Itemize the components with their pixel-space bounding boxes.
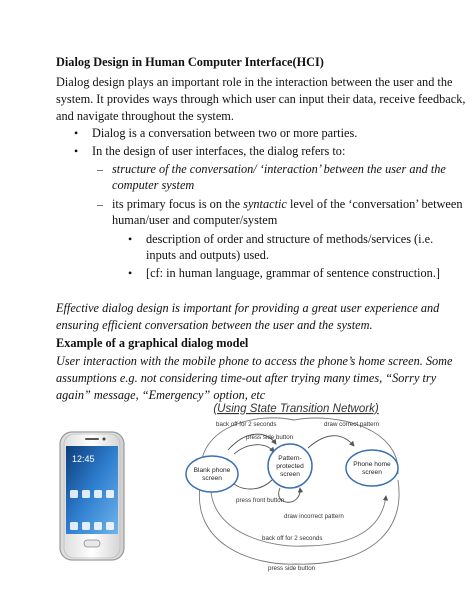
edge-press-side-top bbox=[234, 445, 274, 454]
edge-draw-correct bbox=[308, 436, 354, 448]
transition-label: back off for 2 seconds bbox=[216, 421, 277, 428]
sub1-line-2: computer system bbox=[112, 178, 195, 192]
state-label: Blank phone bbox=[193, 467, 231, 474]
camera-dot bbox=[103, 438, 106, 441]
speaker-grille bbox=[85, 438, 99, 440]
intro-line-2: system. It provides ways through which user can input their data, receive feedback, bbox=[56, 92, 466, 106]
document-title: Dialog Design in Human Computer Interface(HCI) bbox=[56, 55, 324, 69]
example-line-1: User interaction with the mobile phone to access the phone’s home screen. Some bbox=[56, 354, 453, 368]
bullet-marker: • bbox=[128, 266, 133, 280]
state-label: screen bbox=[202, 475, 222, 482]
effective-line-2: ensuring efficient conversation between the user and the system. bbox=[56, 318, 373, 332]
intro-line-3: and navigate throughout the system. bbox=[56, 109, 234, 123]
bullet-marker: • bbox=[128, 232, 133, 246]
svg-text:12:45: 12:45 bbox=[72, 454, 95, 464]
edge-outer-bottom bbox=[199, 480, 399, 564]
state-transition-diagram bbox=[176, 396, 416, 576]
effective-line-1: Effective dialog design is important for providing a great user experience and bbox=[56, 301, 440, 315]
transition-label: draw incorrect pattern bbox=[284, 513, 344, 520]
subsub-1-line-2: inputs and outputs) used. bbox=[146, 248, 269, 262]
subsub-1-line-1: description of order and structure of methods/services (i.e. bbox=[146, 232, 434, 246]
intro-line-1: Dialog design plays an important role in the interaction between the user and the bbox=[56, 75, 453, 89]
transition-label: back off for 2 seconds bbox=[262, 535, 323, 542]
example-line-3: again” message, “Emergency” option, etc bbox=[56, 388, 266, 402]
bullet-1-text: Dialog is a conversation between two or more parties. bbox=[92, 126, 358, 140]
smartphone-illustration bbox=[58, 430, 126, 562]
home-button bbox=[84, 540, 100, 547]
transition-label: press side button bbox=[246, 434, 294, 441]
transition-label: draw correct pattern bbox=[324, 421, 380, 428]
bullet-marker: • bbox=[74, 126, 79, 140]
sub2-line-1: its primary focus is on the syntactic level of the ‘conversation’ between bbox=[112, 197, 463, 211]
diagram-title: (Using State Transition Network) bbox=[213, 403, 379, 415]
example-heading: Example of a graphical dialog model bbox=[56, 336, 249, 350]
state-label: protected bbox=[276, 463, 304, 470]
dash-marker: – bbox=[97, 162, 103, 176]
sub2-line-2: human/user and computer/system bbox=[112, 213, 278, 227]
state-home-screen bbox=[346, 450, 398, 486]
sub1-line-1: structure of the conversation/ ‘interaction’ between the user and the bbox=[112, 162, 446, 176]
bullet-marker: • bbox=[74, 144, 79, 158]
example-line-2: assumptions e.g. not considering time-out after trying many times, “Sorry try bbox=[56, 371, 437, 385]
dash-marker: – bbox=[97, 197, 103, 211]
state-label: Pattern- bbox=[278, 455, 302, 462]
transition-label: press side button bbox=[268, 565, 316, 572]
state-label: screen bbox=[280, 471, 300, 478]
transition-label: press front button bbox=[236, 497, 285, 504]
state-label: screen bbox=[362, 469, 382, 476]
state-blank-screen bbox=[186, 456, 238, 492]
subsub-2-text: [cf: in human language, grammar of sentence construction.] bbox=[146, 266, 440, 280]
bullet-2-text: In the design of user interfaces, the dialog refers to: bbox=[92, 144, 346, 158]
state-label: Phone home bbox=[353, 461, 391, 468]
